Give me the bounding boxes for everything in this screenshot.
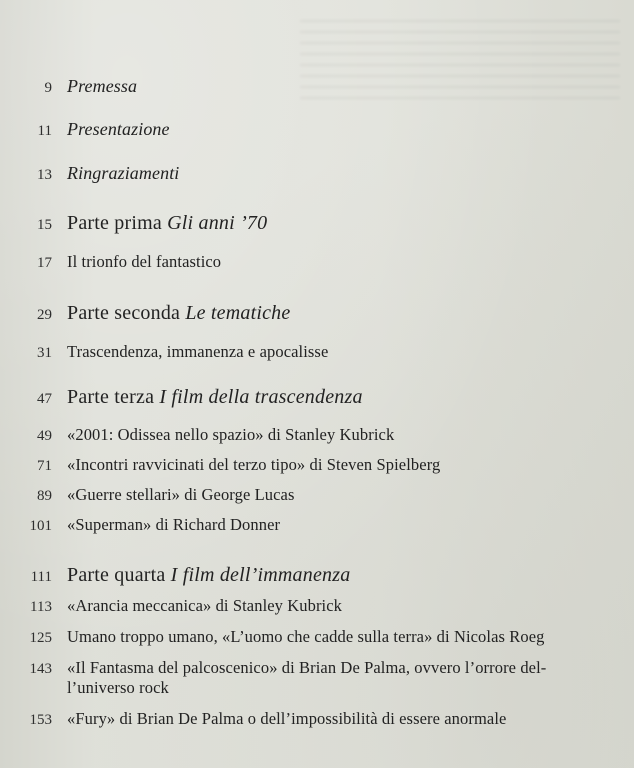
page-number: 47 bbox=[37, 391, 52, 407]
entry-title: «Arancia meccanica» di Stanley Kubrick bbox=[67, 596, 343, 615]
entry-title: «Guerre stellari» di George Lucas bbox=[67, 485, 295, 504]
entry-title: Ringraziamenti bbox=[67, 163, 180, 183]
toc-entry-chapter bbox=[0, 485, 295, 505]
page-number: 89 bbox=[37, 488, 52, 504]
entry-title: Premessa bbox=[67, 76, 138, 96]
toc-entry-chapter bbox=[0, 252, 221, 272]
entry-title: «Fury» di Brian De Palma o dell’impossibilità di essere anormale bbox=[67, 709, 507, 728]
toc-entry-chapter bbox=[0, 425, 394, 445]
page-number: 49 bbox=[37, 428, 52, 444]
page-number: 125 bbox=[29, 630, 52, 646]
toc-entry-chapter bbox=[0, 515, 280, 535]
entry-title: «Il Fantasma del palcoscenico» di Brian De Palma, ovvero l’orrore del- l’universo rock bbox=[67, 658, 547, 697]
page-number: 143 bbox=[29, 661, 52, 677]
part-label: Parte terza bbox=[67, 386, 155, 408]
entry-title: «Incontri ravvicinati del terzo tipo» di Steven Spielberg bbox=[67, 455, 441, 474]
part-title: I film della trascendenza bbox=[159, 386, 363, 408]
part-heading bbox=[67, 386, 363, 409]
part-heading bbox=[67, 302, 290, 325]
toc-entry-chapter-wrapped bbox=[0, 658, 602, 698]
page-number: 9 bbox=[44, 80, 52, 96]
toc-entry-chapter bbox=[0, 342, 328, 362]
toc-part-seconda bbox=[0, 302, 290, 325]
part-label: Parte prima bbox=[67, 212, 162, 234]
toc-entry-chapter bbox=[0, 709, 506, 729]
part-heading bbox=[67, 564, 350, 587]
page-number: 153 bbox=[29, 712, 52, 728]
page-number: 17 bbox=[37, 255, 52, 271]
page-number: 111 bbox=[30, 569, 52, 585]
toc-entry-chapter bbox=[0, 455, 440, 475]
part-label: Parte quarta bbox=[67, 564, 166, 586]
entry-title: Umano troppo umano, «L’uomo che cadde sulla terra» di Nicolas Roeg bbox=[67, 627, 545, 646]
entry-title: Trascendenza, immanenza e apocalisse bbox=[67, 342, 329, 361]
toc-part-terza bbox=[0, 386, 363, 409]
show-through-text bbox=[300, 20, 620, 100]
page-number: 101 bbox=[29, 518, 52, 534]
toc-entry-premessa bbox=[0, 76, 137, 97]
toc-entry-presentazione bbox=[0, 119, 170, 140]
entry-title: «2001: Odissea nello spazio» di Stanley Kubrick bbox=[67, 425, 395, 444]
page-number: 71 bbox=[37, 458, 52, 474]
part-title: Le tematiche bbox=[185, 302, 291, 324]
toc-entry-chapter bbox=[0, 596, 342, 616]
page-number: 13 bbox=[37, 167, 52, 183]
part-title: Gli anni ’70 bbox=[167, 212, 268, 234]
entry-title: «Superman» di Richard Donner bbox=[67, 515, 281, 534]
entry-title: Presentazione bbox=[67, 119, 170, 139]
toc-part-prima bbox=[0, 212, 267, 235]
toc-part-quarta bbox=[0, 564, 350, 587]
part-heading bbox=[67, 212, 267, 235]
page-number: 11 bbox=[37, 123, 52, 139]
toc-entry-ringraziamenti bbox=[0, 163, 179, 184]
entry-title: Il trionfo del fantastico bbox=[67, 252, 222, 271]
toc-entry-chapter bbox=[0, 627, 545, 647]
page-number: 29 bbox=[37, 307, 52, 323]
part-label: Parte seconda bbox=[67, 302, 181, 324]
part-title: I film dell’immanenza bbox=[170, 564, 351, 586]
page-number: 113 bbox=[30, 599, 52, 615]
page-number: 15 bbox=[37, 217, 52, 233]
page-number: 31 bbox=[37, 345, 52, 361]
